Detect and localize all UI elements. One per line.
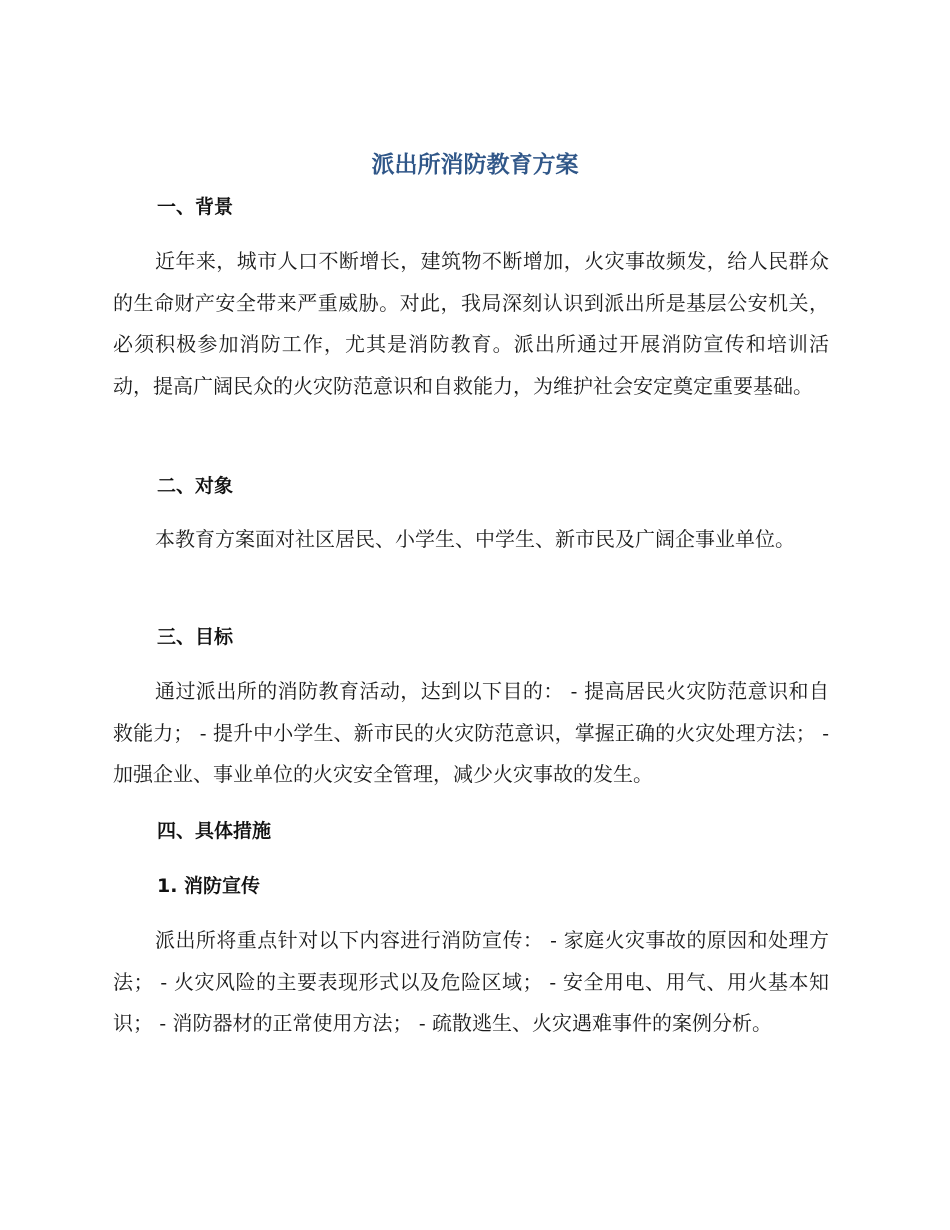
section-paragraph-goals: 通过派出所的消防教育活动，达到以下目的： - 提高居民火灾防范意识和自救能力； - 提升中小学生、新市民的火灾防范意识，掌握正确的火灾处理方法； - 加强企业、事业单位的火灾安全管理，减少火灾事故的发生。 <box>113 679 829 786</box>
section-paragraph-background: 近年来，城市人口不断增长，建筑物不断增加，火灾事故频发，给人民群众的生命财产安全带来严重威胁。对此，我局深刻认识到派出所是基层公安机关，必须积极参加消防工作，尤其是消防教育。派出所通过开展消防宣传和培训活动，提高广阔民众的火灾防范意识和自救能力，为维护社会安定奠定重要基础。 <box>113 249 829 398</box>
section-heading-audience: 二、对象 <box>157 475 234 497</box>
section-heading-background: 一、背景 <box>157 196 234 218</box>
document-title: 派出所消防教育方案 <box>371 152 579 178</box>
section-paragraph-audience: 本教育方案面对社区居民、小学生、中学生、新市民及广阔企事业单位。 <box>155 527 795 551</box>
subsection-paragraph-fire-publicity: 派出所将重点针对以下内容进行消防宣传： - 家庭火灾事故的原因和处理方法； - 火灾风险的主要表现形式以及危险区域； - 安全用电、用气、用火基本知识； - 消防器材的正常使用方法； - 疏散逃生、火灾遇难事件的案例分析。 <box>113 928 829 1035</box>
section-heading-measures: 四、具体措施 <box>157 820 272 842</box>
section-heading-goals: 三、目标 <box>157 626 234 648</box>
subsection-heading-fire-publicity: 1. 消防宣传 <box>157 875 261 897</box>
